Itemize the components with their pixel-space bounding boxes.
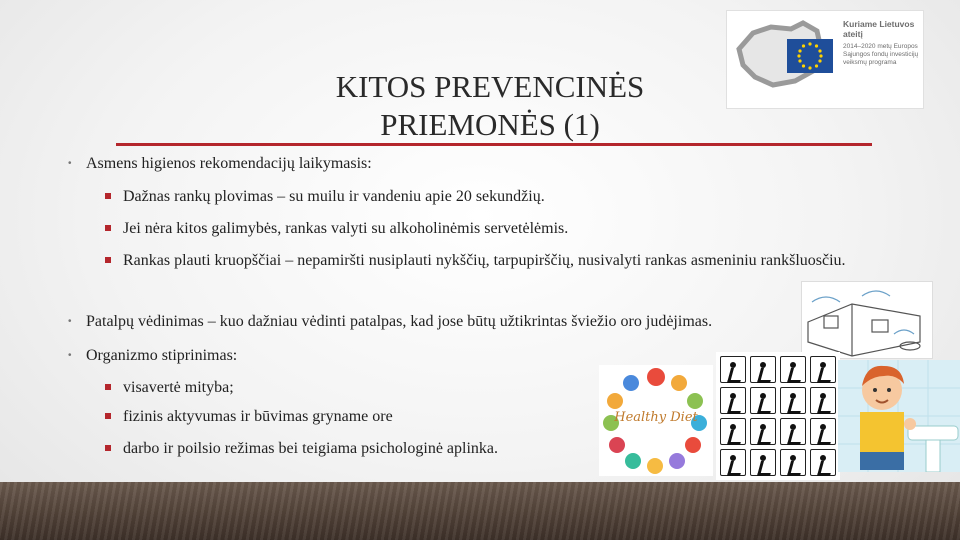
logo-slogan: Kuriame Lietuvos ateitį <box>843 19 915 39</box>
sports-pictograms <box>716 352 840 480</box>
lithuania-eu-flag-icon <box>733 19 837 101</box>
title-underline <box>116 143 872 146</box>
sport-icon <box>780 418 806 445</box>
sport-icon <box>750 449 776 476</box>
sub-bullet-text: fizinis aktyvumas ir būvimas gryname ore <box>123 408 393 425</box>
title-line-2: PRIEMONĖS (1) <box>380 107 600 142</box>
boy-washing-hands-illustration <box>838 360 960 472</box>
healthy-diet-illustration <box>599 365 713 476</box>
sport-icon <box>810 356 836 383</box>
sport-icon <box>810 387 836 414</box>
logo-program: 2014–2020 metų Europos Sąjungos fondų investicijų veiksmų programa <box>843 43 919 66</box>
eu-funds-logo <box>726 10 924 109</box>
sub-bullet-text: Dažnas rankų plovimas – su muilu ir vandeniu apie 20 sekundžių. <box>123 188 545 205</box>
sport-icon <box>750 418 776 445</box>
sub-bullet-text: visavertė mityba; <box>123 379 234 396</box>
bullet-dot-icon: • <box>68 316 72 327</box>
bullet-dot-icon: • <box>68 158 72 169</box>
slide-title <box>230 68 750 144</box>
title-line-1: KITOS PREVENCINĖS <box>335 69 645 104</box>
bullet-text: Asmens higienos rekomendacijų laikymasis: <box>86 155 372 172</box>
square-bullet-icon <box>105 225 111 231</box>
sport-icon <box>780 356 806 383</box>
healthy-diet-label: Healthy Diet <box>614 410 698 425</box>
bullet-dot-icon: • <box>68 350 72 361</box>
handwashing-boy-icon <box>838 360 960 472</box>
sport-icon <box>750 387 776 414</box>
sport-icon <box>720 418 746 445</box>
sub-bullet-text: darbo ir poilsio režimas bei teigiama psichologinė aplinka. <box>123 440 499 457</box>
square-bullet-icon <box>105 257 111 263</box>
logo-text <box>843 19 921 67</box>
sub-bullet-text: Jei nėra kitos galimybės, rankas valyti su alkoholinėmis servetėlėmis. <box>123 220 569 237</box>
square-bullet-icon <box>105 384 111 390</box>
room-ventilation-illustration <box>801 281 933 359</box>
ventilated-room-icon <box>802 282 932 358</box>
sport-icon <box>780 387 806 414</box>
sport-icon <box>720 356 746 383</box>
bullet-text: Organizmo stiprinimas: <box>86 347 238 364</box>
square-bullet-icon <box>105 445 111 451</box>
sport-icon <box>810 449 836 476</box>
square-bullet-icon <box>105 413 111 419</box>
bullet-text: Patalpų vėdinimas – kuo dažniau vėdinti patalpas, kad jose būtų užtikrintas šviežio oro judėjimas. <box>86 313 713 330</box>
sport-icon <box>780 449 806 476</box>
sport-icon <box>810 418 836 445</box>
sport-icon <box>750 356 776 383</box>
sport-icon <box>720 387 746 414</box>
sub-bullet-text: Rankas plauti kruopščiai – nepamiršti nusiplauti nykščių, tarpupirščių, nusivalyti rankas asmeniniu rankšluosčiu. <box>123 252 846 269</box>
healthy-food-icon <box>599 365 713 476</box>
square-bullet-icon <box>105 193 111 199</box>
wooden-floor-decoration <box>0 482 960 540</box>
sport-icon <box>720 449 746 476</box>
